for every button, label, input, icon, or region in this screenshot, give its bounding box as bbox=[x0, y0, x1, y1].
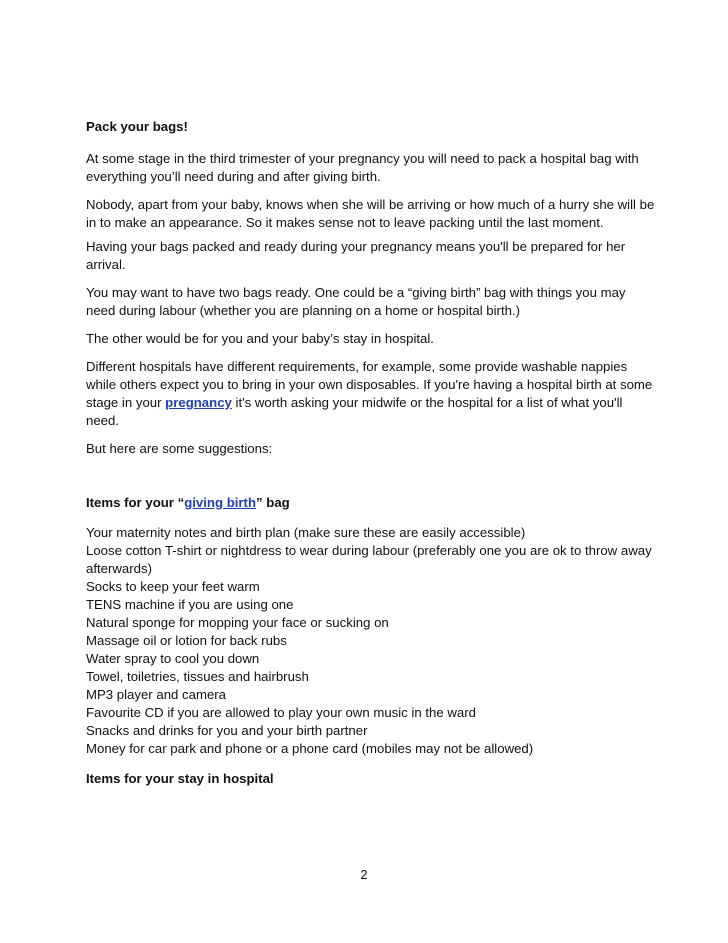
list-item: Snacks and drinks for you and your birth partner bbox=[86, 723, 368, 738]
paragraph-hospital-text-start: Different hospitals have different requirements, for example, some provide washable nappies while others expect you to bring in your own disposables. If you're having a hospital birth at some stage in your bbox=[86, 359, 653, 410]
paragraph-hospital-text-end: it's worth asking your midwife or the hospital for a list of what you'll need. bbox=[86, 395, 623, 428]
list-item: Natural sponge for mopping your face or sucking on bbox=[86, 615, 389, 630]
paragraph-hospital-requirements bbox=[86, 358, 656, 430]
paragraph-suggestions: But here are some suggestions: bbox=[86, 441, 273, 456]
giving-birth-items-list bbox=[86, 524, 656, 758]
list-item: Money for car park and phone or a phone card (mobiles may not be allowed) bbox=[86, 741, 534, 756]
list-item: Socks to keep your feet warm bbox=[86, 579, 260, 594]
page-number: 2 bbox=[360, 868, 368, 882]
paragraph-other-bag: The other would be for you and your baby’s stay in hospital. bbox=[86, 331, 434, 346]
list-item: Loose cotton T-shirt or nightdress to wear during labour (preferably one you are ok to throw away afterwards) bbox=[86, 543, 652, 576]
list-item: Massage oil or lotion for back rubs bbox=[86, 633, 287, 648]
list-item: TENS machine if you are using one bbox=[86, 597, 294, 612]
list-item: Favourite CD if you are allowed to play your own music in the ward bbox=[86, 705, 476, 720]
document-content bbox=[86, 118, 656, 800]
list-item: Towel, toiletries, tissues and hairbrush bbox=[86, 669, 309, 684]
list-item: Your maternity notes and birth plan (make sure these are easily accessible) bbox=[86, 525, 526, 540]
list-item: Water spray to cool you down bbox=[86, 651, 260, 666]
section-heading-suffix: ” bag bbox=[256, 495, 290, 510]
paragraph-two-bags: You may want to have two bags ready. One could be a “giving birth” bag with things you may need during labour (whether you are planning on a home or hospital birth.) bbox=[86, 285, 626, 318]
list-item: MP3 player and camera bbox=[86, 687, 227, 702]
document-title: Pack your bags! bbox=[86, 119, 188, 134]
pregnancy-link[interactable]: pregnancy bbox=[165, 395, 232, 410]
section-heading-giving-birth-bag bbox=[86, 494, 656, 512]
giving-birth-link[interactable]: giving birth bbox=[184, 495, 256, 510]
paragraph-bags-packed: Having your bags packed and ready during your pregnancy means you'll be prepared for her arrival. bbox=[86, 239, 626, 272]
section-heading-hospital-stay: Items for your stay in hospital bbox=[86, 771, 274, 786]
section-heading-prefix: Items for your “ bbox=[86, 495, 185, 510]
paragraph-nobody-knows: Nobody, apart from your baby, knows when she will be arriving or how much of a hurry she will be in to make an appearance. So it makes sense not to leave packing until the last moment. bbox=[86, 197, 655, 230]
paragraph-third-trimester: At some stage in the third trimester of your pregnancy you will need to pack a hospital bag with everything you’ll need during and after giving birth. bbox=[86, 151, 639, 184]
